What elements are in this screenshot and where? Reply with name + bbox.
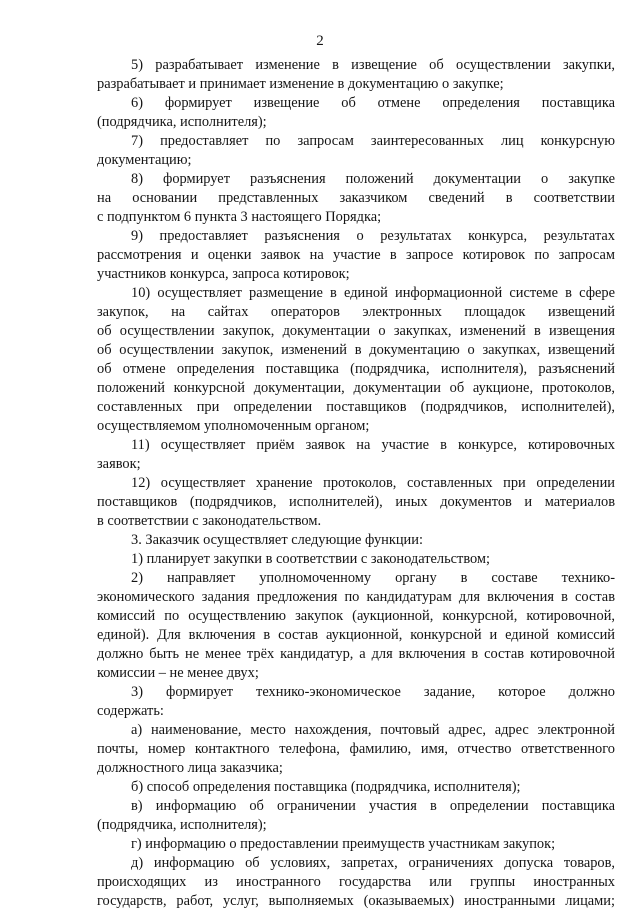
text-line: в) информацию об ограничении участия в определении поставщика [131, 798, 615, 814]
text-line: закупок, на сайтах операторов электронных площадок извещений [97, 304, 615, 320]
text-line: государств, работ, услуг, выполняемых (оказываемых) иностранными лицами; [97, 893, 615, 909]
text-line: 11) осуществляет приём заявок на участие в конкурсе, котировочных [131, 437, 615, 453]
text-line: 1) планирует закупки в соответствии с законодательством; [131, 551, 491, 567]
text-line: комиссии – не менее двух; [97, 665, 259, 681]
text-line: поставщиков (подрядчиков, исполнителей), иных документов и материалов [97, 494, 615, 510]
text-line: заявок; [97, 456, 141, 472]
text-line: должно быть не менее трёх кандидатур, а для включения в состав котировочной [97, 646, 615, 662]
text-line: осуществляемом уполномоченным органом; [97, 418, 370, 434]
text-line: должностного лица заказчика; [97, 760, 283, 776]
text-line: 3) формирует технико-экономическое задание, которое должно [131, 684, 615, 700]
text-line: единой). Для включения в состав аукционной, конкурсной и единой комиссий [97, 627, 615, 643]
page-number: 2 [316, 33, 324, 49]
text-line: г) информацию о предоставлении преимуществ участникам закупок; [131, 836, 556, 852]
text-line: разрабатывает и принимает изменение в документацию о закупке; [97, 76, 504, 92]
text-line: положений конкурсной документации, документации об аукционе, протоколов, [97, 380, 615, 396]
text-line: (подрядчика, исполнителя); [97, 817, 267, 833]
text-line: происходящих из иностранного государства или группы иностранных [97, 874, 615, 890]
text-line: б) способ определения поставщика (подрядчика, исполнителя); [131, 779, 521, 795]
text-line: составленных при определении поставщиков (подрядчиков, исполнителей), [97, 399, 615, 415]
text-line: д) информацию об условиях, запретах, ограничениях допуска товаров, [131, 855, 615, 871]
text-line: в соответствии с законодательством. [97, 513, 322, 529]
text-line: 2) направляет уполномоченному органу в составе технико- [131, 570, 615, 586]
text-line: 12) осуществляет хранение протоколов, составленных при определении [131, 475, 615, 491]
text-line: 10) осуществляет размещение в единой информационной системе в сфере [131, 285, 615, 301]
text-line: а) наименование, место нахождения, почтовый адрес, адрес электронной [131, 722, 615, 738]
text-line: об отмене определения поставщика (подрядчика, исполнителя), разъяснений [97, 361, 615, 377]
text-line: участников конкурса, запроса котировок; [97, 266, 350, 282]
text-line: 8) формирует разъяснения положений документации о закупке [131, 171, 615, 187]
text-line: 6) формирует извещение об отмене определения поставщика [131, 95, 615, 111]
text-line: об осуществлении закупок, изменений в документацию о закупках, извещений [97, 342, 615, 358]
text-line: почты, номер контактного телефона, фамилию, имя, отчество ответственного [97, 741, 615, 757]
text-line: с подпунктом 6 пункта 3 настоящего Порядка; [97, 209, 382, 225]
text-line: 9) предоставляет разъяснения о результатах конкурса, результатах [131, 228, 615, 244]
text-line: документацию; [97, 152, 192, 168]
text-line: содержать: [97, 703, 164, 719]
text-line: экономического задания предложения по кандидатурам для включения в состав [97, 589, 615, 605]
text-line: 7) предоставляет по запросам заинтересованных лиц конкурсную [131, 133, 615, 149]
text-line: на основании представленных заказчиком сведений в соответствии [97, 190, 615, 206]
text-line: 5) разрабатывает изменение в извещение об осуществлении закупки, [131, 57, 615, 73]
text-line: (подрядчика, исполнителя); [97, 114, 267, 130]
text-line: рассмотрения и оценки заявок на участие в запросе котировок по запросам [97, 247, 615, 263]
text-line: комиссий по осуществлению закупок (аукционной, конкурсной, котировочной, [97, 608, 615, 624]
text-line: об осуществлении закупок, документации о закупках, изменений в извещения [97, 323, 615, 339]
text-line: 3. Заказчик осуществляет следующие функции: [131, 532, 423, 548]
